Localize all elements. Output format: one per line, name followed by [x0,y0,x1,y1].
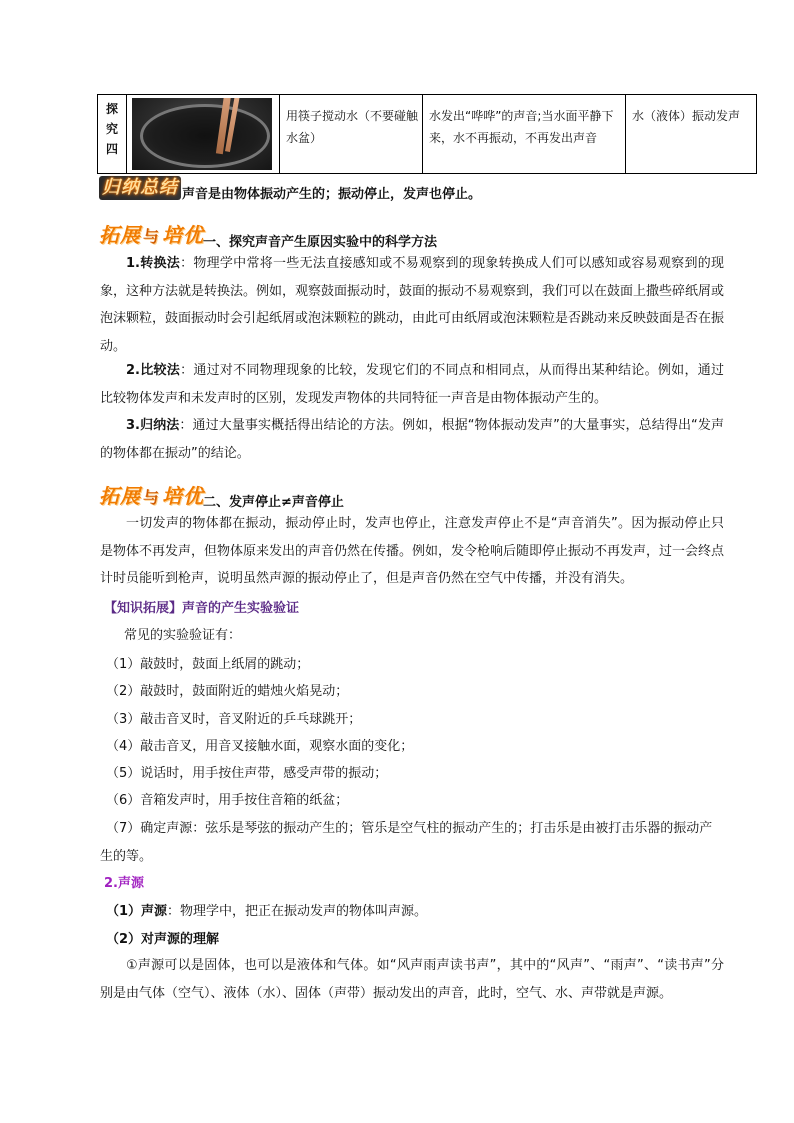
method-label: 1.转换法 [126,256,181,271]
extension-badge [99,222,204,248]
badge-part2: 培优 [162,223,205,247]
extension-badge [99,483,204,509]
source-understanding-heading: （2）对声源的理解 [106,932,220,947]
phenomenon-cell: 水发出“哗哗”的声音;当水面平静下来，水不再振动，不再发出声音 [423,95,626,174]
method-text: ：通过大量事实概括得出结论的方法。例如，根据“物体振动发声”的大量事实，总结得出“发声的物体都在振动”的结论。 [100,418,724,461]
operation-cell: 用筷子搅动水（不要碰触水盆） [280,95,423,174]
photo-cell [127,95,280,174]
badge-yu: 与 [143,227,161,246]
list-item: （5）说话时，用手按住声带，感受声带的振动； [106,766,388,781]
badge-part1: 拓展 [99,223,141,247]
section2-heading: 二、发声停止≠声音停止 [203,495,344,510]
water-basin-photo [132,98,272,170]
knowledge-intro: 常见的实验验证有： [124,628,242,643]
method-text: ：通过对不同物理现象的比较，发现它们的不同点和相同点，从而得出某种结论。例如，通过比较物体发声和未发声时的区别，发现发声物体的共同特征一声音是由物体振动产生的。 [100,363,724,406]
list-item: （7）确定声源：弦乐是琴弦的振动产生的；管乐是空气柱的振动产生的；打击乐是由被打击乐器的振动产生的等。 [100,821,713,864]
section2-text: 一切发声的物体都在振动，振动停止时，发声也停止，注意发声停止不是“声音消失”。因为振动停止只是物体不再发声，但物体原来发出的声音仍然在传播。例如，发令枪响后随即停止振动不再发声，过一会终点计时员能听到枪声，说明虽然声源的振动停止了，但是声音仍然在空气中传播，并没有消失。 [100,516,725,587]
badge-part2: 培优 [162,484,205,508]
method-text: ：物理学中常将一些无法直接感知或不易观察到的现象转换成人们可以感知或容易观察到的现象，这种方法就是转换法。例如，观察鼓面振动时，鼓面的振动不易观察到，我们可以在鼓面上撒些碎纸屑或泡沫颗粒，鼓面振动时会引起纸屑或泡沫颗粒的跳动，由此可由纸屑或泡沫颗粒是否跳动来反映鼓面是否在振动。 [100,256,725,354]
label-char: 探 [105,102,118,116]
badge-part1: 拓展 [99,484,141,508]
summary-badge: 归纳总结 [99,176,181,200]
label-char: 究 [105,122,118,136]
label-char: 四 [105,142,118,156]
list-item: （6）音箱发声时，用手按住音箱的纸盆； [106,793,349,808]
source-heading: 2.声源 [104,876,144,891]
table-row [98,95,757,174]
knowledge-title [104,597,299,616]
conclusion-cell: 水（液体）振动发声 [626,95,757,174]
knowledge-tag: 【知识拓展】 [104,601,183,616]
knowledge-title-text: 声音的产生实验验证 [182,601,300,616]
method-comparison [100,357,724,412]
method-label: 2.比较法 [126,363,181,378]
method-conversion [100,250,724,360]
experiment-label-cell [98,95,127,174]
list-item: （2）敲鼓时，鼓面附近的蜡烛火焰晃动； [106,684,349,699]
list-item: （1）敲鼓时，鼓面上纸屑的跳动； [106,657,310,672]
method-induction [100,412,724,467]
experiment-table [97,94,757,174]
definition-text: ：物理学中，把正在振动发声的物体叫声源。 [167,904,428,919]
source-definition [106,900,427,919]
source-paragraph: ①声源可以是固体，也可以是液体和气体。如“风声雨声读书声”，其中的“风声”、“雨声”、“读书声”分别是由气体（空气）、液体（水）、固体（声带）振动发出的声音，此时，空气、水、声带就是声源。 [100,958,724,1001]
list-item: （3）敲击音叉时，音叉附近的乒乓球跳开； [106,712,362,727]
summary-text: 声音是由物体振动产生的；振动停止，发声也停止。 [182,187,482,202]
section1-heading: 一、探究声音产生原因实验中的科学方法 [203,235,438,250]
badge-yu: 与 [143,488,161,507]
method-label: 3.归纳法 [126,418,180,433]
list-item: （4）敲击音叉，用音叉接触水面，观察水面的变化； [106,739,414,754]
definition-label: （1）声源 [106,904,168,919]
